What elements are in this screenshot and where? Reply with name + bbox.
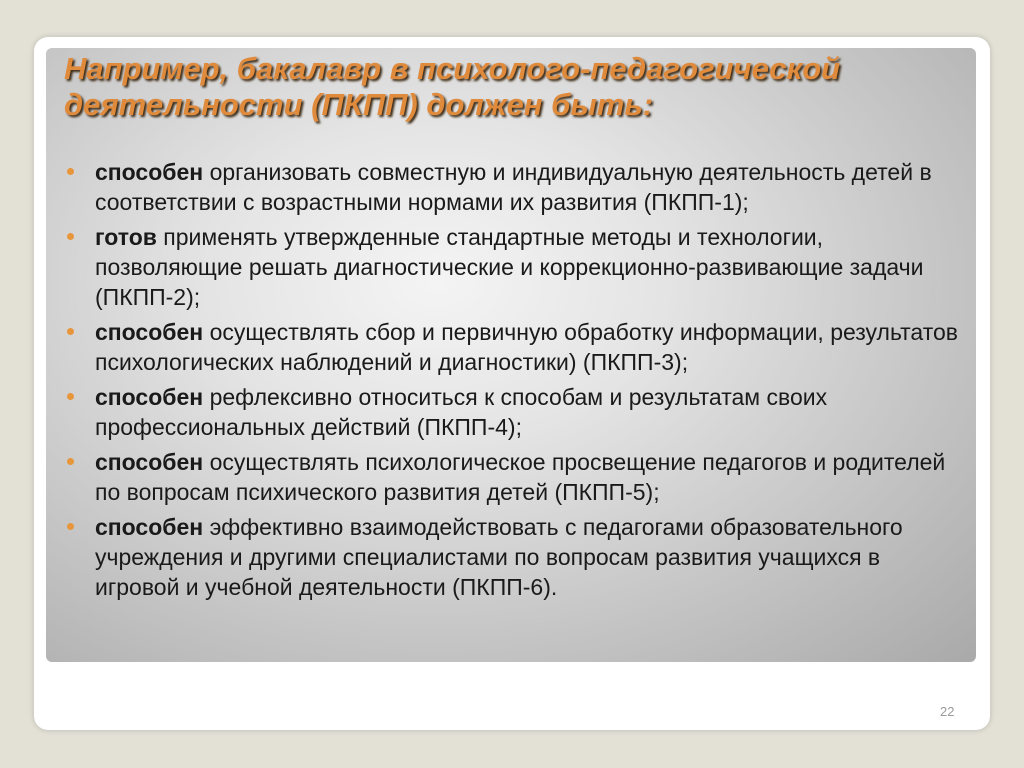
bullet-dot-icon — [67, 393, 74, 400]
bullet-keyword: способен — [95, 159, 210, 185]
bullet-text: эффективно взаимодействовать с педагогами образовательного учреждения и другими специалистами по вопросам развития учащихся в игровой и учебной деятельности (ПКПП-6). — [95, 514, 903, 600]
bullet-keyword: способен — [95, 449, 210, 475]
bullet-text: рефлексивно относиться к способам и результатам своих профессиональных действий (ПКПП-4); — [95, 384, 828, 440]
slide-title — [64, 51, 944, 123]
bullet-keyword: способен — [95, 319, 210, 345]
competency-list — [64, 157, 964, 607]
bullet-dot-icon — [67, 458, 74, 465]
bullet-dot-icon — [67, 168, 74, 175]
bullet-keyword: способен — [95, 514, 210, 540]
list-item — [64, 317, 964, 377]
bullet-keyword: готов — [95, 224, 164, 250]
bullet-text: организовать совместную и индивидуальную деятельность детей в соответствии с возрастными нормами их развития (ПКПП-1); — [95, 159, 932, 215]
list-item — [64, 447, 964, 507]
bullet-dot-icon — [67, 523, 74, 530]
bullet-text: осуществлять психологическое просвещение педагогов и родителей по вопросам психического развития детей (ПКПП-5); — [95, 449, 946, 505]
slide-title-line-1: Например, бакалавр в психолого-педагогической — [64, 51, 841, 86]
bullet-text: осуществлять сбор и первичную обработку информации, результатов психологических наблюдений и диагностики) (ПКПП-3); — [95, 319, 959, 375]
bullet-keyword: способен — [95, 384, 210, 410]
list-item — [64, 382, 964, 442]
bullet-dot-icon — [67, 328, 74, 335]
slide-title-line-2: деятельности (ПКПП) должен быть: — [64, 87, 654, 122]
bullet-dot-icon — [67, 233, 74, 240]
slide-number: 22 — [940, 704, 955, 719]
list-item — [64, 512, 964, 602]
bullet-text: применять утвержденные стандартные методы и технологии, позволяющие решать диагностические и коррекционно-развивающие задачи (ПКПП-2); — [95, 224, 924, 310]
list-item — [64, 157, 964, 217]
list-item — [64, 222, 964, 312]
